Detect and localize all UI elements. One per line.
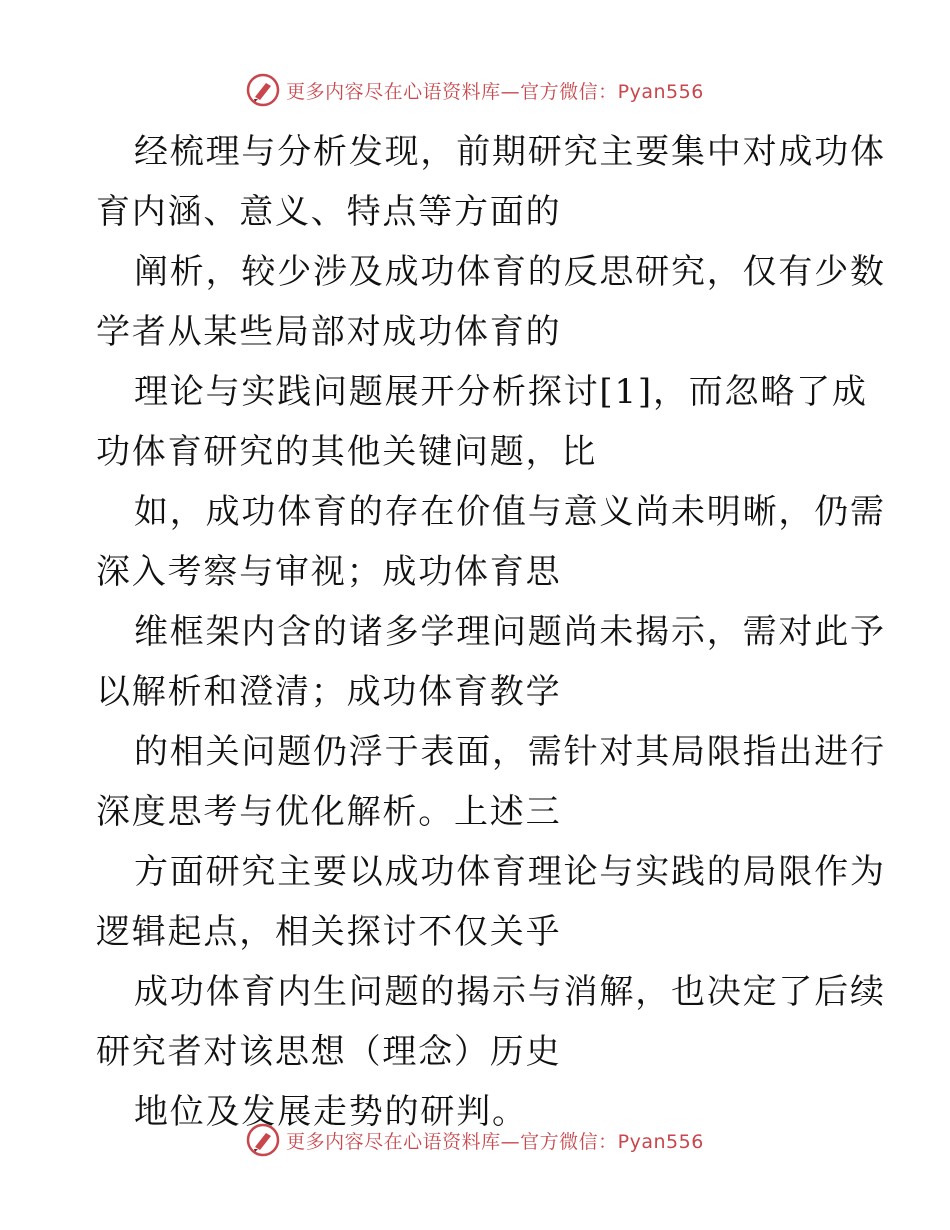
text-line: 方面研究主要以成功体育理论与实践的局限作为	[134, 852, 886, 892]
footer-watermark	[0, 1120, 950, 1160]
text-line: 理论与实践问题展开分析探讨[1]，而忽略了成	[134, 372, 868, 412]
text-line: 以解析和澄清；成功体育教学	[96, 672, 562, 712]
text-line: 学者从某些局部对成功体育的	[96, 312, 562, 352]
document-body	[96, 122, 886, 1142]
text-line: 深入考察与审视；成功体育思	[96, 552, 562, 592]
watermark-text: 更多内容尽在心语资料库—官方微信：Pyan556	[286, 80, 704, 103]
text-line: 如，成功体育的存在价值与意义尚未明晰，仍需	[134, 492, 886, 532]
header-watermark	[0, 70, 950, 110]
logo-icon	[246, 73, 280, 107]
text-line: 功体育研究的其他关键问题，比	[96, 432, 598, 472]
text-line: 维框架内含的诸多学理问题尚未揭示，需对此予	[134, 612, 886, 652]
text-line: 成功体育内生问题的揭示与消解，也决定了后续	[134, 972, 886, 1012]
paragraph	[96, 122, 886, 1142]
text-line: 地位及发展走势的研判。	[134, 1092, 528, 1132]
logo-icon	[246, 1123, 280, 1157]
text-line: 深度思考与优化解析。上述三	[96, 792, 562, 832]
text-line: 经梳理与分析发现，前期研究主要集中对成功体	[134, 132, 886, 172]
text-line: 育内涵、意义、特点等方面的	[96, 192, 562, 232]
text-line: 的相关问题仍浮于表面，需针对其局限指出进行	[134, 732, 886, 772]
text-line: 逻辑起点，相关探讨不仅关乎	[96, 912, 562, 952]
text-line: 研究者对该思想（理念）历史	[96, 1032, 562, 1072]
watermark-text: 更多内容尽在心语资料库—官方微信：Pyan556	[286, 1130, 704, 1153]
text-line: 阐析，较少涉及成功体育的反思研究，仅有少数	[134, 252, 886, 292]
